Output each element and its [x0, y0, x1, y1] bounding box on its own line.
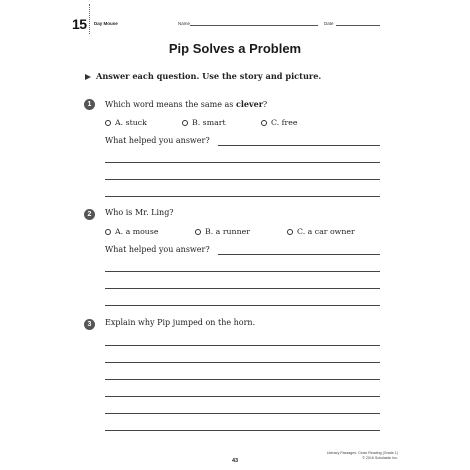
question-1-answer-line[interactable]	[105, 196, 380, 197]
question-2-option-a[interactable]	[105, 227, 158, 236]
question-1-prompt-text: Which word means the same as	[105, 100, 236, 109]
credit-line-2: © 2016 Scholastic Inc.	[362, 455, 398, 460]
question-3-answer-line[interactable]	[105, 345, 380, 346]
credit-line-1: Literacy Passages: Close Reading (Grade 1)	[326, 451, 398, 455]
question-1-option-a[interactable]	[105, 118, 147, 127]
option-label: A. stuck	[115, 118, 147, 127]
question-3-prompt: Explain why Pip jumped on the horn.	[105, 318, 256, 327]
question-3-number: 3	[84, 319, 95, 330]
name-field[interactable]	[190, 25, 318, 26]
option-label: B. a runner	[205, 227, 250, 236]
question-3-answer-line[interactable]	[105, 379, 380, 380]
question-1-answer-line[interactable]	[105, 179, 380, 180]
question-2-number: 2	[84, 209, 95, 220]
question-1-number: 1	[84, 99, 95, 110]
radio-button-icon[interactable]	[105, 120, 111, 126]
option-label: A. a mouse	[115, 227, 159, 236]
radio-button-icon[interactable]	[105, 229, 111, 235]
option-label: B. smart	[192, 118, 226, 127]
question-2-answer-line[interactable]	[105, 271, 380, 272]
name-label: Name	[178, 21, 191, 26]
question-2-followup-answer-line[interactable]	[218, 254, 380, 255]
question-2-prompt: Who is Mr. Ling?	[105, 208, 174, 217]
option-label: C. a car owner	[297, 227, 355, 236]
question-1-answer-line[interactable]	[105, 162, 380, 163]
date-label: Date	[324, 21, 334, 26]
question-2-answer-line[interactable]	[105, 305, 380, 306]
question-2-followup: What helped you answer?	[105, 245, 210, 254]
copyright-credit	[327, 451, 398, 460]
page-number: 43	[231, 458, 239, 464]
question-1-keyword: clever	[235, 99, 263, 109]
radio-button-icon[interactable]	[195, 229, 201, 235]
radio-button-icon[interactable]	[287, 229, 293, 235]
radio-button-icon[interactable]	[182, 120, 188, 126]
question-3-answer-line[interactable]	[105, 362, 380, 363]
question-1-prompt-end: ?	[262, 100, 268, 109]
date-field[interactable]	[336, 25, 380, 26]
question-2-option-b[interactable]	[195, 227, 250, 236]
question-1-option-c[interactable]	[261, 118, 298, 127]
question-1-followup: What helped you answer?	[105, 136, 210, 145]
header-divider	[89, 4, 90, 34]
radio-button-icon[interactable]	[261, 120, 267, 126]
page-title: Pip Solves a Problem	[168, 41, 302, 56]
question-3-answer-line[interactable]	[105, 413, 380, 414]
question-1-prompt	[105, 99, 267, 109]
question-1-option-b[interactable]	[182, 118, 226, 127]
instruction-text: Answer each question. Use the story and picture.	[96, 71, 322, 81]
option-label: C. free	[271, 118, 298, 127]
question-2-option-c[interactable]	[287, 227, 355, 236]
question-1-followup-answer-line[interactable]	[218, 145, 380, 146]
question-3-answer-line[interactable]	[105, 430, 380, 431]
question-2-answer-line[interactable]	[105, 288, 380, 289]
day-number: 15	[72, 16, 87, 32]
day-label: Day Mouse	[94, 21, 118, 26]
question-3-answer-line[interactable]	[105, 396, 380, 397]
arrow-right-icon	[85, 74, 91, 80]
